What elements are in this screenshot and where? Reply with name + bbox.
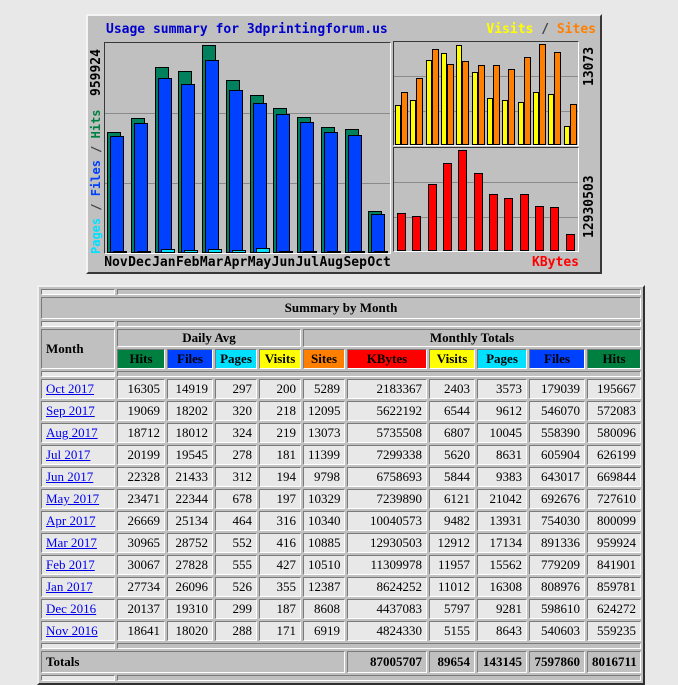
value-cell: 6544 <box>429 401 475 421</box>
pages-bar <box>351 251 365 253</box>
totals-value-cell: 8016711 <box>587 651 641 673</box>
value-cell: 669844 <box>587 467 641 487</box>
month-cell <box>41 401 115 421</box>
month-cell <box>41 489 115 509</box>
value-cell: 6758693 <box>347 467 427 487</box>
kbytes-bar <box>412 216 421 251</box>
value-cell: 5735508 <box>347 423 427 443</box>
value-cell: 312 <box>215 467 257 487</box>
pages-bar <box>161 249 175 253</box>
sites-legend-label: Sites <box>556 22 596 37</box>
value-cell: 3573 <box>477 379 527 399</box>
value-cell: 10885 <box>303 533 345 553</box>
value-cell: 5622192 <box>347 401 427 421</box>
sites-bar <box>570 104 577 145</box>
month-cell <box>41 599 115 619</box>
spacer-row <box>41 675 641 681</box>
month-cell <box>41 511 115 531</box>
value-cell: 20137 <box>117 599 165 619</box>
files-axis-label: Files <box>89 160 103 197</box>
value-cell: 22328 <box>117 467 165 487</box>
month-axis-label: Jul <box>295 255 320 270</box>
value-cell: 11309978 <box>347 555 427 575</box>
month-axis-label: Dec <box>128 255 152 270</box>
value-cell: 555 <box>215 555 257 575</box>
kbytes-bar <box>566 234 575 251</box>
pages-bar <box>327 251 341 253</box>
value-cell: 11399 <box>303 445 345 465</box>
value-cell: 187 <box>259 599 301 619</box>
column-header-pages: Pages <box>477 349 527 369</box>
value-cell: 18712 <box>117 423 165 443</box>
spacer-void <box>117 371 641 377</box>
value-cell: 605904 <box>529 445 585 465</box>
month-link[interactable]: Feb 2017 <box>46 557 95 572</box>
month-link[interactable]: Jun 2017 <box>46 469 94 484</box>
value-cell: 572083 <box>587 401 641 421</box>
hits-axis-label: Hits <box>89 109 103 139</box>
files-bar <box>371 214 385 253</box>
month-axis-label: Apr <box>223 255 248 270</box>
summary-table-body <box>41 379 641 641</box>
month-axis-label: Sep <box>343 255 367 270</box>
table-row <box>41 467 641 487</box>
spacer-cell <box>41 643 115 649</box>
pages-bar <box>113 251 127 253</box>
value-cell: 580096 <box>587 423 641 443</box>
month-link[interactable]: Dec 2016 <box>46 601 97 616</box>
table-row <box>41 379 641 399</box>
value-cell: 30965 <box>117 533 165 553</box>
value-cell: 2403 <box>429 379 475 399</box>
value-cell: 179039 <box>529 379 585 399</box>
value-cell: 12387 <box>303 577 345 597</box>
pages-bar <box>256 248 270 253</box>
month-cell <box>41 577 115 597</box>
kbytes-axis-label: KBytes <box>532 255 579 270</box>
value-cell: 194 <box>259 467 301 487</box>
value-cell: 16305 <box>117 379 165 399</box>
spacer-cell <box>41 321 115 327</box>
value-cell: 20199 <box>117 445 165 465</box>
legend-separator: / <box>533 22 557 37</box>
kbytes-bar <box>474 173 483 251</box>
value-cell: 10040573 <box>347 511 427 531</box>
month-link[interactable]: Nov 2016 <box>46 623 98 638</box>
month-link[interactable]: Oct 2017 <box>46 381 95 396</box>
value-cell: 13931 <box>477 511 527 531</box>
value-cell: 678 <box>215 489 257 509</box>
sites-bar <box>462 61 469 145</box>
spacer-row <box>41 371 641 377</box>
value-cell: 9798 <box>303 467 345 487</box>
pages-bar <box>279 251 293 253</box>
value-cell: 22344 <box>167 489 213 509</box>
value-cell: 4824330 <box>347 621 427 641</box>
value-cell: 8608 <box>303 599 345 619</box>
value-cell: 6121 <box>429 489 475 509</box>
pages-bar <box>184 250 198 253</box>
value-cell: 9281 <box>477 599 527 619</box>
value-cell: 299 <box>215 599 257 619</box>
month-cell <box>41 555 115 575</box>
kbytes-bar <box>443 163 452 251</box>
value-cell: 19545 <box>167 445 213 465</box>
totals-row <box>41 651 641 673</box>
value-cell: 21042 <box>477 489 527 509</box>
value-cell: 643017 <box>529 467 585 487</box>
value-cell: 841901 <box>587 555 641 575</box>
kbytes-bar <box>550 207 559 251</box>
month-axis-label: Jan <box>152 255 176 270</box>
table-title-row <box>41 297 641 319</box>
files-bar <box>181 84 195 253</box>
month-cell <box>41 533 115 553</box>
value-cell: 316 <box>259 511 301 531</box>
table-row <box>41 555 641 575</box>
left-axis-series-label <box>89 110 103 254</box>
column-header-sites: Sites <box>303 349 345 369</box>
totals-value-cell: 7597860 <box>529 651 585 673</box>
value-cell: 558390 <box>529 423 585 443</box>
column-header-visits: Visits <box>259 349 301 369</box>
files-bar <box>253 103 267 253</box>
usage-graph <box>86 14 602 274</box>
files-bar <box>300 122 314 253</box>
value-cell: 17134 <box>477 533 527 553</box>
value-cell: 197 <box>259 489 301 509</box>
table-row <box>41 533 641 553</box>
month-cell <box>41 445 115 465</box>
value-cell: 2183367 <box>347 379 427 399</box>
value-cell: 9612 <box>477 401 527 421</box>
month-cell <box>41 379 115 399</box>
value-cell: 26669 <box>117 511 165 531</box>
value-cell: 7299338 <box>347 445 427 465</box>
value-cell: 18012 <box>167 423 213 443</box>
value-cell: 5797 <box>429 599 475 619</box>
pages-bar <box>232 250 246 253</box>
month-link[interactable]: Sep 2017 <box>46 403 95 418</box>
column-header-files: Files <box>167 349 213 369</box>
pages-bar <box>208 249 222 253</box>
column-header-pages: Pages <box>215 349 257 369</box>
value-cell: 18202 <box>167 401 213 421</box>
month-column-header: Month <box>41 329 115 369</box>
value-cell: 8643 <box>477 621 527 641</box>
files-bar <box>348 135 362 253</box>
value-cell: 11957 <box>429 555 475 575</box>
files-bar <box>324 132 338 253</box>
value-cell: 10329 <box>303 489 345 509</box>
sites-bar <box>493 65 500 145</box>
month-axis-label: May <box>247 255 272 270</box>
value-cell: 219 <box>259 423 301 443</box>
daily-avg-header: Daily Avg <box>117 329 301 347</box>
spacer-void <box>117 643 641 649</box>
sites-bar <box>416 78 423 145</box>
files-bar <box>158 78 172 253</box>
value-cell: 754030 <box>529 511 585 531</box>
value-cell: 10510 <box>303 555 345 575</box>
files-bar <box>205 60 219 253</box>
value-cell: 30067 <box>117 555 165 575</box>
month-link[interactable]: Mar 2017 <box>46 535 97 550</box>
value-cell: 8631 <box>477 445 527 465</box>
value-cell: 10045 <box>477 423 527 443</box>
summary-by-month-table <box>37 285 645 685</box>
month-link[interactable]: Apr 2017 <box>46 513 96 528</box>
month-axis-label: Nov <box>104 255 128 270</box>
value-cell: 5289 <box>303 379 345 399</box>
graph-title: Usage summary for 3dprintingforum.us <box>106 22 388 37</box>
value-cell: 959924 <box>587 533 641 553</box>
kbytes-bar <box>535 206 544 251</box>
month-axis-label: Feb <box>175 255 200 270</box>
value-cell: 9383 <box>477 467 527 487</box>
month-cell <box>41 467 115 487</box>
kbytes-bar <box>458 150 467 251</box>
month-axis-labels <box>104 255 391 270</box>
value-cell: 5844 <box>429 467 475 487</box>
value-cell: 171 <box>259 621 301 641</box>
value-cell: 12912 <box>429 533 475 553</box>
value-cell: 559235 <box>587 621 641 641</box>
month-cell <box>41 621 115 641</box>
value-cell: 297 <box>215 379 257 399</box>
value-cell: 546070 <box>529 401 585 421</box>
column-header-files: Files <box>529 349 585 369</box>
value-cell: 18641 <box>117 621 165 641</box>
value-cell: 28752 <box>167 533 213 553</box>
spacer-void <box>117 675 641 681</box>
value-cell: 552 <box>215 533 257 553</box>
month-cell <box>41 423 115 443</box>
spacer-cell <box>41 371 115 377</box>
spacer-row <box>41 321 641 327</box>
value-cell: 779209 <box>529 555 585 575</box>
value-cell: 5155 <box>429 621 475 641</box>
value-cell: 526 <box>215 577 257 597</box>
files-bar <box>229 90 243 253</box>
visits-sites-chart <box>393 41 579 146</box>
sites-bar <box>524 57 531 145</box>
month-link[interactable]: Jul 2017 <box>46 447 91 462</box>
table-row <box>41 401 641 421</box>
month-link[interactable]: May 2017 <box>46 491 100 506</box>
column-header-visits: Visits <box>429 349 475 369</box>
sites-bar <box>554 52 561 145</box>
value-cell: 18020 <box>167 621 213 641</box>
value-cell: 13073 <box>303 423 345 443</box>
left-axis-max-label: 959924 <box>89 49 104 96</box>
spacer-cell <box>41 289 115 295</box>
table-title: Summary by Month <box>41 297 641 319</box>
month-axis-label: Mar <box>199 255 224 270</box>
value-cell: 25134 <box>167 511 213 531</box>
sites-bar <box>401 92 408 145</box>
value-cell: 15562 <box>477 555 527 575</box>
sites-bar <box>539 44 546 145</box>
column-header-kbytes: KBytes <box>347 349 427 369</box>
files-bar <box>276 114 290 253</box>
value-cell: 624272 <box>587 599 641 619</box>
sites-bar <box>432 49 439 145</box>
spacer-void <box>117 321 641 327</box>
metric-header-row <box>41 349 641 369</box>
totals-value-cell: 143145 <box>477 651 527 673</box>
value-cell: 23471 <box>117 489 165 509</box>
totals-label: Totals <box>41 651 345 673</box>
spacer-row <box>41 289 641 295</box>
files-bar <box>134 123 148 253</box>
spacer-row <box>41 643 641 649</box>
sites-bar <box>478 65 485 145</box>
totals-value-cell: 89654 <box>429 651 475 673</box>
axis-separator-2: / <box>89 138 103 161</box>
value-cell: 200 <box>259 379 301 399</box>
sites-bar <box>447 64 454 145</box>
column-header-hits: Hits <box>117 349 165 369</box>
month-axis-label: Oct <box>367 255 391 270</box>
value-cell: 12930503 <box>347 533 427 553</box>
value-cell: 598610 <box>529 599 585 619</box>
axis-separator-1: / <box>89 196 103 218</box>
hits-files-pages-chart <box>104 42 391 254</box>
value-cell: 19310 <box>167 599 213 619</box>
value-cell: 808976 <box>529 577 585 597</box>
totals-value-cell: 87005707 <box>347 651 427 673</box>
table-row <box>41 511 641 531</box>
table-row <box>41 621 641 641</box>
value-cell: 27828 <box>167 555 213 575</box>
value-cell: 16308 <box>477 577 527 597</box>
value-cell: 4437083 <box>347 599 427 619</box>
value-cell: 320 <box>215 401 257 421</box>
value-cell: 800099 <box>587 511 641 531</box>
kbytes-bar <box>489 194 498 251</box>
value-cell: 5620 <box>429 445 475 465</box>
visits-sites-legend <box>486 22 596 37</box>
value-cell: 181 <box>259 445 301 465</box>
gridline <box>394 182 578 183</box>
value-cell: 859781 <box>587 577 641 597</box>
column-header-hits: Hits <box>587 349 641 369</box>
value-cell: 9482 <box>429 511 475 531</box>
kbytes-chart <box>393 147 579 252</box>
right-top-axis-max-label: 13073 <box>582 46 597 86</box>
value-cell: 416 <box>259 533 301 553</box>
value-cell: 355 <box>259 577 301 597</box>
right-bottom-axis-max-label: 12930503 <box>582 175 597 238</box>
table-row <box>41 489 641 509</box>
sites-bar <box>508 69 515 145</box>
pages-bar <box>303 251 317 253</box>
kbytes-bar <box>397 213 406 251</box>
pages-bar <box>374 251 388 253</box>
value-cell: 26096 <box>167 577 213 597</box>
table-row <box>41 577 641 597</box>
value-cell: 727610 <box>587 489 641 509</box>
value-cell: 6919 <box>303 621 345 641</box>
value-cell: 288 <box>215 621 257 641</box>
value-cell: 891336 <box>529 533 585 553</box>
table-row <box>41 445 641 465</box>
value-cell: 324 <box>215 423 257 443</box>
month-axis-label: Jun <box>271 255 296 270</box>
value-cell: 692676 <box>529 489 585 509</box>
table-row <box>41 599 641 619</box>
value-cell: 464 <box>215 511 257 531</box>
value-cell: 11012 <box>429 577 475 597</box>
pages-bar <box>137 251 151 253</box>
gridline <box>105 113 390 114</box>
month-link[interactable]: Aug 2017 <box>46 425 98 440</box>
value-cell: 14919 <box>167 379 213 399</box>
value-cell: 195667 <box>587 379 641 399</box>
value-cell: 19069 <box>117 401 165 421</box>
visits-legend-label: Visits <box>486 22 534 37</box>
spacer-void <box>117 289 641 295</box>
value-cell: 626199 <box>587 445 641 465</box>
pages-axis-label: Pages <box>89 217 103 254</box>
value-cell: 8624252 <box>347 577 427 597</box>
spacer-cell <box>41 675 115 681</box>
kbytes-bar <box>520 194 529 251</box>
value-cell: 6807 <box>429 423 475 443</box>
value-cell: 540603 <box>529 621 585 641</box>
value-cell: 21433 <box>167 467 213 487</box>
kbytes-bar <box>428 184 437 251</box>
value-cell: 27734 <box>117 577 165 597</box>
files-bar <box>110 136 124 253</box>
value-cell: 10340 <box>303 511 345 531</box>
month-link[interactable]: Jan 2017 <box>46 579 93 594</box>
value-cell: 278 <box>215 445 257 465</box>
value-cell: 427 <box>259 555 301 575</box>
value-cell: 12095 <box>303 401 345 421</box>
value-cell: 7239890 <box>347 489 427 509</box>
table-row <box>41 423 641 443</box>
value-cell: 218 <box>259 401 301 421</box>
monthly-totals-header: Monthly Totals <box>303 329 641 347</box>
kbytes-bar <box>504 198 513 251</box>
group-header-row <box>41 329 641 347</box>
month-axis-label: Aug <box>319 255 343 270</box>
